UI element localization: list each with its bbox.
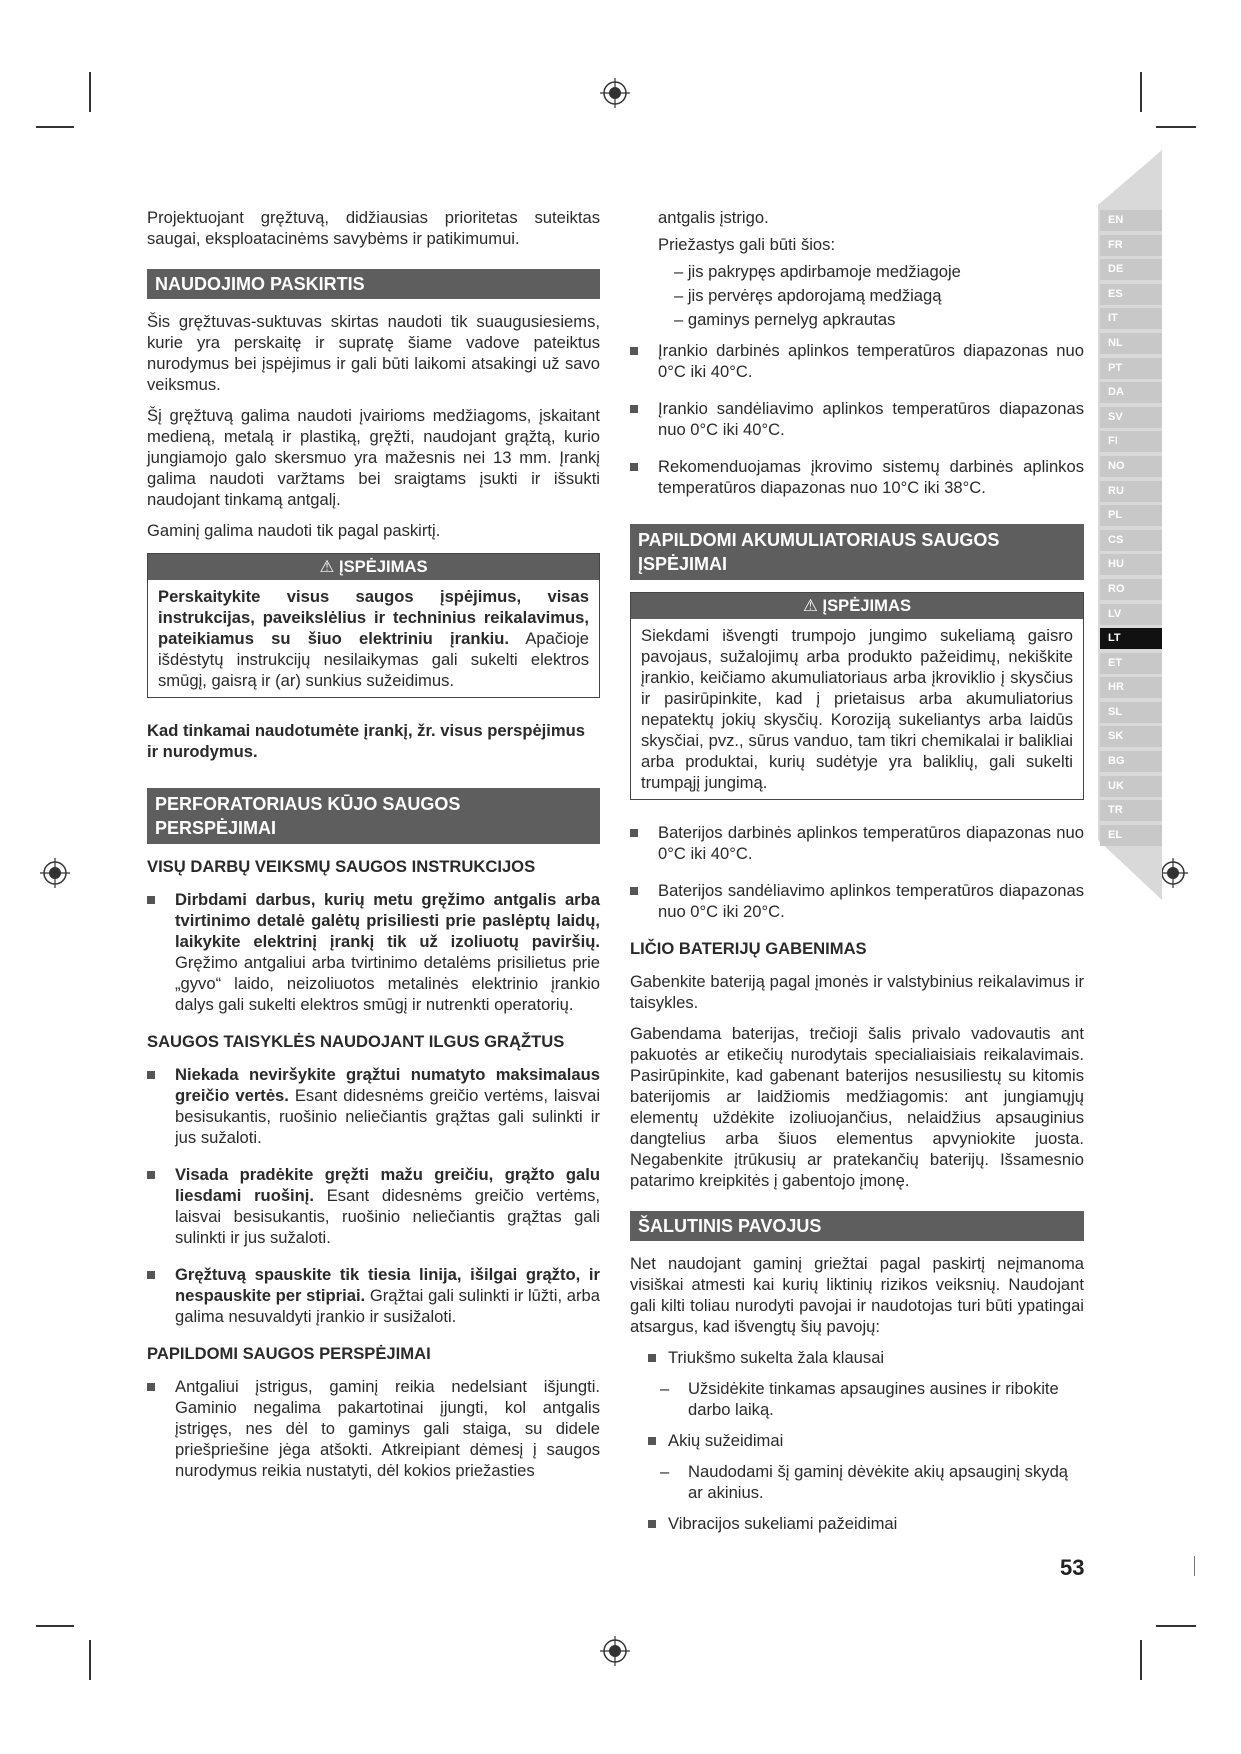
purpose-paragraph: Šį gręžtuvą galima naudoti įvairioms medžiagoms, įskaitant medieną, metalą ir plastiką, gręžti, naudojant grąžtą, kurio jungiamojo galo skersmuo yra mažesnis nei 13 mm. Įrankį galima naudoti varžtams bei sraigtams įsukti ir išsukti naudojant tinkamą antgalį. (147, 406, 600, 509)
warning-title: ĮSPĖJIMAS (338, 557, 428, 576)
cause-item: – jis pakrypęs apdirbamoje medžiagoje (674, 262, 961, 281)
lang-tab-et[interactable]: ET (1100, 653, 1162, 674)
lang-tab-tr[interactable]: TR (1100, 800, 1162, 821)
risk-list (630, 1347, 1084, 1368)
risk-item: Vibracijos sukeliami pažeidimai (630, 1513, 1084, 1534)
subheading-extra: PAPILDOMI SAUGOS PERSPĖJIMAI (147, 1344, 431, 1363)
list-item-text: Esant didesnėms greičio vertėms, laisvai besisukantis, ruošinio neliečiantis grąžtas gali sulinkti ir jus sužaloti. (175, 1086, 601, 1147)
warning-box (630, 592, 1084, 800)
registration-mark-icon (600, 78, 630, 108)
lang-tab-lv[interactable]: LV (1100, 604, 1162, 625)
warning-body (148, 580, 599, 697)
warning-body: Siekdami išvengti trumpojo jungimo sukeliamą gaisro pavojaus, sužalojimų arba produkto pažeidimų, nekiškite įrankio, keičiamo akumuliatoriaus arba įkroviklio į skysčius ir pasirūpinkite, kad į prietaisus arba akumuliatorius nepatektų jokių skysčių. Koroziją sukeliantys arba laidūs skysčiai, pvz., sūrus vanduo, tam tikri chemikalai ir balikliai arba produktai, kurių sudėtyje yra baliklių, gali sukelti trumpąjį jungimą. (641, 626, 1073, 792)
lang-tab-nl[interactable]: NL (1100, 333, 1162, 354)
warning-icon: ⚠ (319, 557, 335, 576)
lang-tab-ru[interactable]: RU (1100, 481, 1162, 502)
list-item-bold: Dirbdami darbus, kurių metu gręžimo antgalis arba tvirtinimo detalė galėtų prisiliesti prie paslėptų laidų, laikykite elektrinį įrankį tik už izoliuotų paviršių. (175, 890, 600, 951)
list-item: Įrankio darbinės aplinkos temperatūros diapazonas nuo 0°C iki 40°C. (630, 340, 1084, 382)
risk-list (630, 1430, 1084, 1451)
temperature-list (630, 340, 1084, 498)
lang-tab-sv[interactable]: SV (1100, 407, 1162, 428)
lang-tab-uk[interactable]: UK (1100, 776, 1162, 797)
list-item: Antgaliui įstrigus, gaminį reikia nedelsiant išjungti. Gaminio negalima pakartotinai įjungti, kol antgalis įstrigęs, nes dėl to gaminys gali staiga, su didele priešpriešine jėga atšokti. Atkreipiant dėmesį į saugos nurodymus reikia nustatyti, dėl kokios priežasties (147, 1376, 600, 1481)
section-heading-residual: ŠALUTINIS PAVOJUS (630, 1211, 1084, 1241)
subheading-long-bits: SAUGOS TAISYKLĖS NAUDOJANT ILGUS GRĄŽTUS (147, 1032, 565, 1051)
crop-mark (36, 1625, 74, 1627)
causes-list (630, 261, 1084, 330)
warning-title: ĮSPĖJIMAS (822, 596, 912, 615)
crop-mark (36, 126, 74, 128)
heading-line: PERFORATORIAUS KŪJO SAUGOS (155, 794, 461, 814)
risk-item: Akių sužeidimai (630, 1430, 1084, 1451)
left-column (147, 207, 600, 1497)
crop-mark (1140, 72, 1142, 112)
lang-tab-hr[interactable]: HR (1100, 677, 1162, 698)
lang-tab-pl[interactable]: PL (1100, 505, 1162, 526)
language-tabs (1100, 210, 1162, 849)
lang-tab-fi[interactable]: FI (1100, 431, 1162, 452)
list-item (147, 1264, 600, 1327)
risk-list (630, 1513, 1084, 1534)
subheading-transport: LIČIO BATERIJŲ GABENIMAS (630, 939, 867, 958)
lang-tab-it[interactable]: IT (1100, 308, 1162, 329)
warning-text: Apačioje išdėstytų instrukcijų nesilaikymas gali sukelti elektros smūgį, gaisrą ir (ar) sunkius sužeidimus. (158, 629, 589, 690)
lang-tab-da[interactable]: DA (1100, 382, 1162, 403)
crop-mark (89, 1640, 91, 1680)
lang-tab-bg[interactable]: BG (1100, 751, 1162, 772)
registration-mark-icon (600, 1636, 630, 1666)
lang-tab-en[interactable]: EN (1100, 210, 1162, 231)
list-item-text: Grąžtai gali sulinkti ir lūžti, arba galima nesuvaldyti įrankio ir susižaloti. (175, 1286, 600, 1326)
risk-sub-item: – Naudodami šį gaminį dėvėkite akių apsauginį skydą ar akinius. (630, 1461, 1084, 1503)
list-item: Baterijos sandėliavimo aplinkos temperatūros diapazonas nuo 0°C iki 20°C. (630, 880, 1084, 922)
lang-tab-sl[interactable]: SL (1100, 702, 1162, 723)
right-column (630, 207, 1084, 1544)
list-item: Baterijos darbinės aplinkos temperatūros diapazonas nuo 0°C iki 40°C. (630, 822, 1084, 864)
lang-tab-no[interactable]: NO (1100, 456, 1162, 477)
transport-paragraph: Gabenkite bateriją pagal įmonės ir valstybinius reikalavimus ir taisykles. (630, 972, 1084, 1012)
list-item: Įrankio sandėliavimo aplinkos temperatūros diapazonas nuo 0°C iki 40°C. (630, 398, 1084, 440)
lang-tab-fr[interactable]: FR (1100, 235, 1162, 256)
long-bits-list (147, 1064, 600, 1327)
residual-paragraph: Net naudojant gaminį griežtai pagal paskirtį neįmanoma visiškai atmesti kai kurių liktinių rizikos veiksnių. Naudojant gali kilti toliau nurodyti pavojai ir naudotojas turi būti ypatingai atsargus, kad išvengtų šių pavojų: (630, 1254, 1084, 1336)
warning-icon: ⚠ (802, 596, 818, 615)
cause-item: – gaminys pernelyg apkrautas (674, 310, 896, 329)
list-item-bold: Gręžtuvą spauskite tik tiesia linija, išilgai grąžto, ir nespauskite per stipriai. (175, 1265, 600, 1305)
purpose-paragraph: Gaminį galima naudoti tik pagal paskirtį. (147, 521, 441, 540)
list-item-text: Gręžimo antgaliui arba tvirtinimo detalėms prisilietus prie „gyvo“ laido, neizoliuotos metalinės elektrinio įrankio dalys gali sukelti elektros smūgį ir nutrenkti operatorių. (175, 953, 600, 1014)
lang-tab-es[interactable]: ES (1100, 284, 1162, 305)
causes-intro: Priežastys gali būti šios: (658, 235, 836, 254)
intro-paragraph: Projektuojant gręžtuvą, didžiausias prioritetas suteiktas saugai, eksploatacinėms savybėms ir patikimumui. (147, 208, 600, 248)
list-item (147, 1164, 600, 1248)
crop-mark (1140, 1640, 1142, 1680)
lang-tab-el[interactable]: EL (1100, 825, 1162, 846)
page-number: 53 (1060, 1555, 1085, 1580)
section-heading-hammer (147, 788, 600, 844)
crop-mark (1156, 126, 1196, 128)
heading-line: ĮSPĖJIMAI (638, 554, 728, 574)
lang-tab-sk[interactable]: SK (1100, 726, 1162, 747)
risk-sub-item: – Užsidėkite tinkamas apsaugines ausines ir ribokite darbo laiką. (630, 1378, 1084, 1420)
warning-bold-text: Perskaitykite visus saugos įspėjimus, visas instrukcijas, paveikslėlius ir techninius reikalavimus, pateikiamus su šiuo elektriniu įrankiu. (158, 587, 589, 648)
heading-line: PERSPĖJIMAI (155, 818, 277, 838)
purpose-paragraph: Šis gręžtuvas-suktuvas skirtas naudoti tik suaugusiesiems, kurie yra perskaitę ir supratę šiame vadove pateiktus nurodymus bei įspėjimus ir gali būti laikomi atsakingi už savo veiksmus. (147, 312, 600, 394)
lang-tab-cs[interactable]: CS (1100, 530, 1162, 551)
bold-note: Kad tinkamai naudotumėte įrankį, žr. visus perspėjimus ir nurodymus. (147, 721, 586, 761)
list-item (147, 889, 600, 1015)
warning-box (147, 553, 600, 698)
crop-mark (1194, 1556, 1195, 1576)
list-item: Rekomenduojamas įkrovimo sistemų darbinės aplinkos temperatūros diapazonas nuo 10°C iki 38°C. (630, 456, 1084, 498)
warning-header (631, 593, 1083, 619)
crop-mark (89, 72, 91, 112)
list-item (147, 1064, 600, 1148)
subheading-all-ops: VISŲ DARBŲ VEIKSMŲ SAUGOS INSTRUKCIJOS (147, 857, 536, 876)
list-item-text: Esant didesnėms greičio vertėms, laisvai besisukantis, ruošinio neliečiantis grąžtas gali sulinkti ir jus sužaloti. (175, 1186, 600, 1247)
lang-tab-lt[interactable]: LT (1100, 628, 1162, 649)
transport-paragraph: Gabendama baterijas, trečioji šalis privalo vadovautis ant pakuotės ar etikečių nurodytais specialiaisiais reikalavimais. Pasirūpinkite, kad gabenant baterijos nesusiliestų su kitomis baterijomis ar laidžiomis medžiagomis: ant jungiamųjų elementų uždėkite izoliuojančius, nelaidžius apsauginius dangtelius arba šiuos elementus apvyniokite juosta. Negabenkite įtrūkusių ar pratekančių baterijų. Išsamesnio patarimo kreipkitės į gabentojo įmonę. (630, 1024, 1084, 1190)
lang-tab-ro[interactable]: RO (1100, 579, 1162, 600)
heading-line: PAPILDOMI AKUMULIATORIAUS SAUGOS (638, 530, 1000, 550)
registration-mark-icon (40, 858, 70, 888)
extra-list (147, 1376, 600, 1481)
lang-tab-hu[interactable]: HU (1100, 554, 1162, 575)
battery-temp-list (630, 822, 1084, 922)
warning-header (148, 554, 599, 580)
lang-tab-pt[interactable]: PT (1100, 358, 1162, 379)
continued-text: antgalis įstrigo. (658, 208, 769, 227)
list-item-bold: Visada pradėkite gręžti mažu greičiu, grąžto galu liesdami ruošinį. (175, 1165, 600, 1205)
lang-tab-de[interactable]: DE (1100, 259, 1162, 280)
section-heading-battery (630, 524, 1084, 580)
all-ops-list (147, 889, 600, 1015)
section-heading-purpose: NAUDOJIMO PASKIRTIS (147, 269, 600, 299)
crop-mark (1156, 1625, 1196, 1627)
risk-item: Triukšmo sukelta žala klausai (630, 1347, 1084, 1368)
list-item-bold: Niekada neviršykite grąžtui numatyto maksimalaus greičio vertės. (175, 1065, 600, 1105)
cause-item: – jis pervėręs apdorojamą medžiagą (674, 286, 942, 305)
